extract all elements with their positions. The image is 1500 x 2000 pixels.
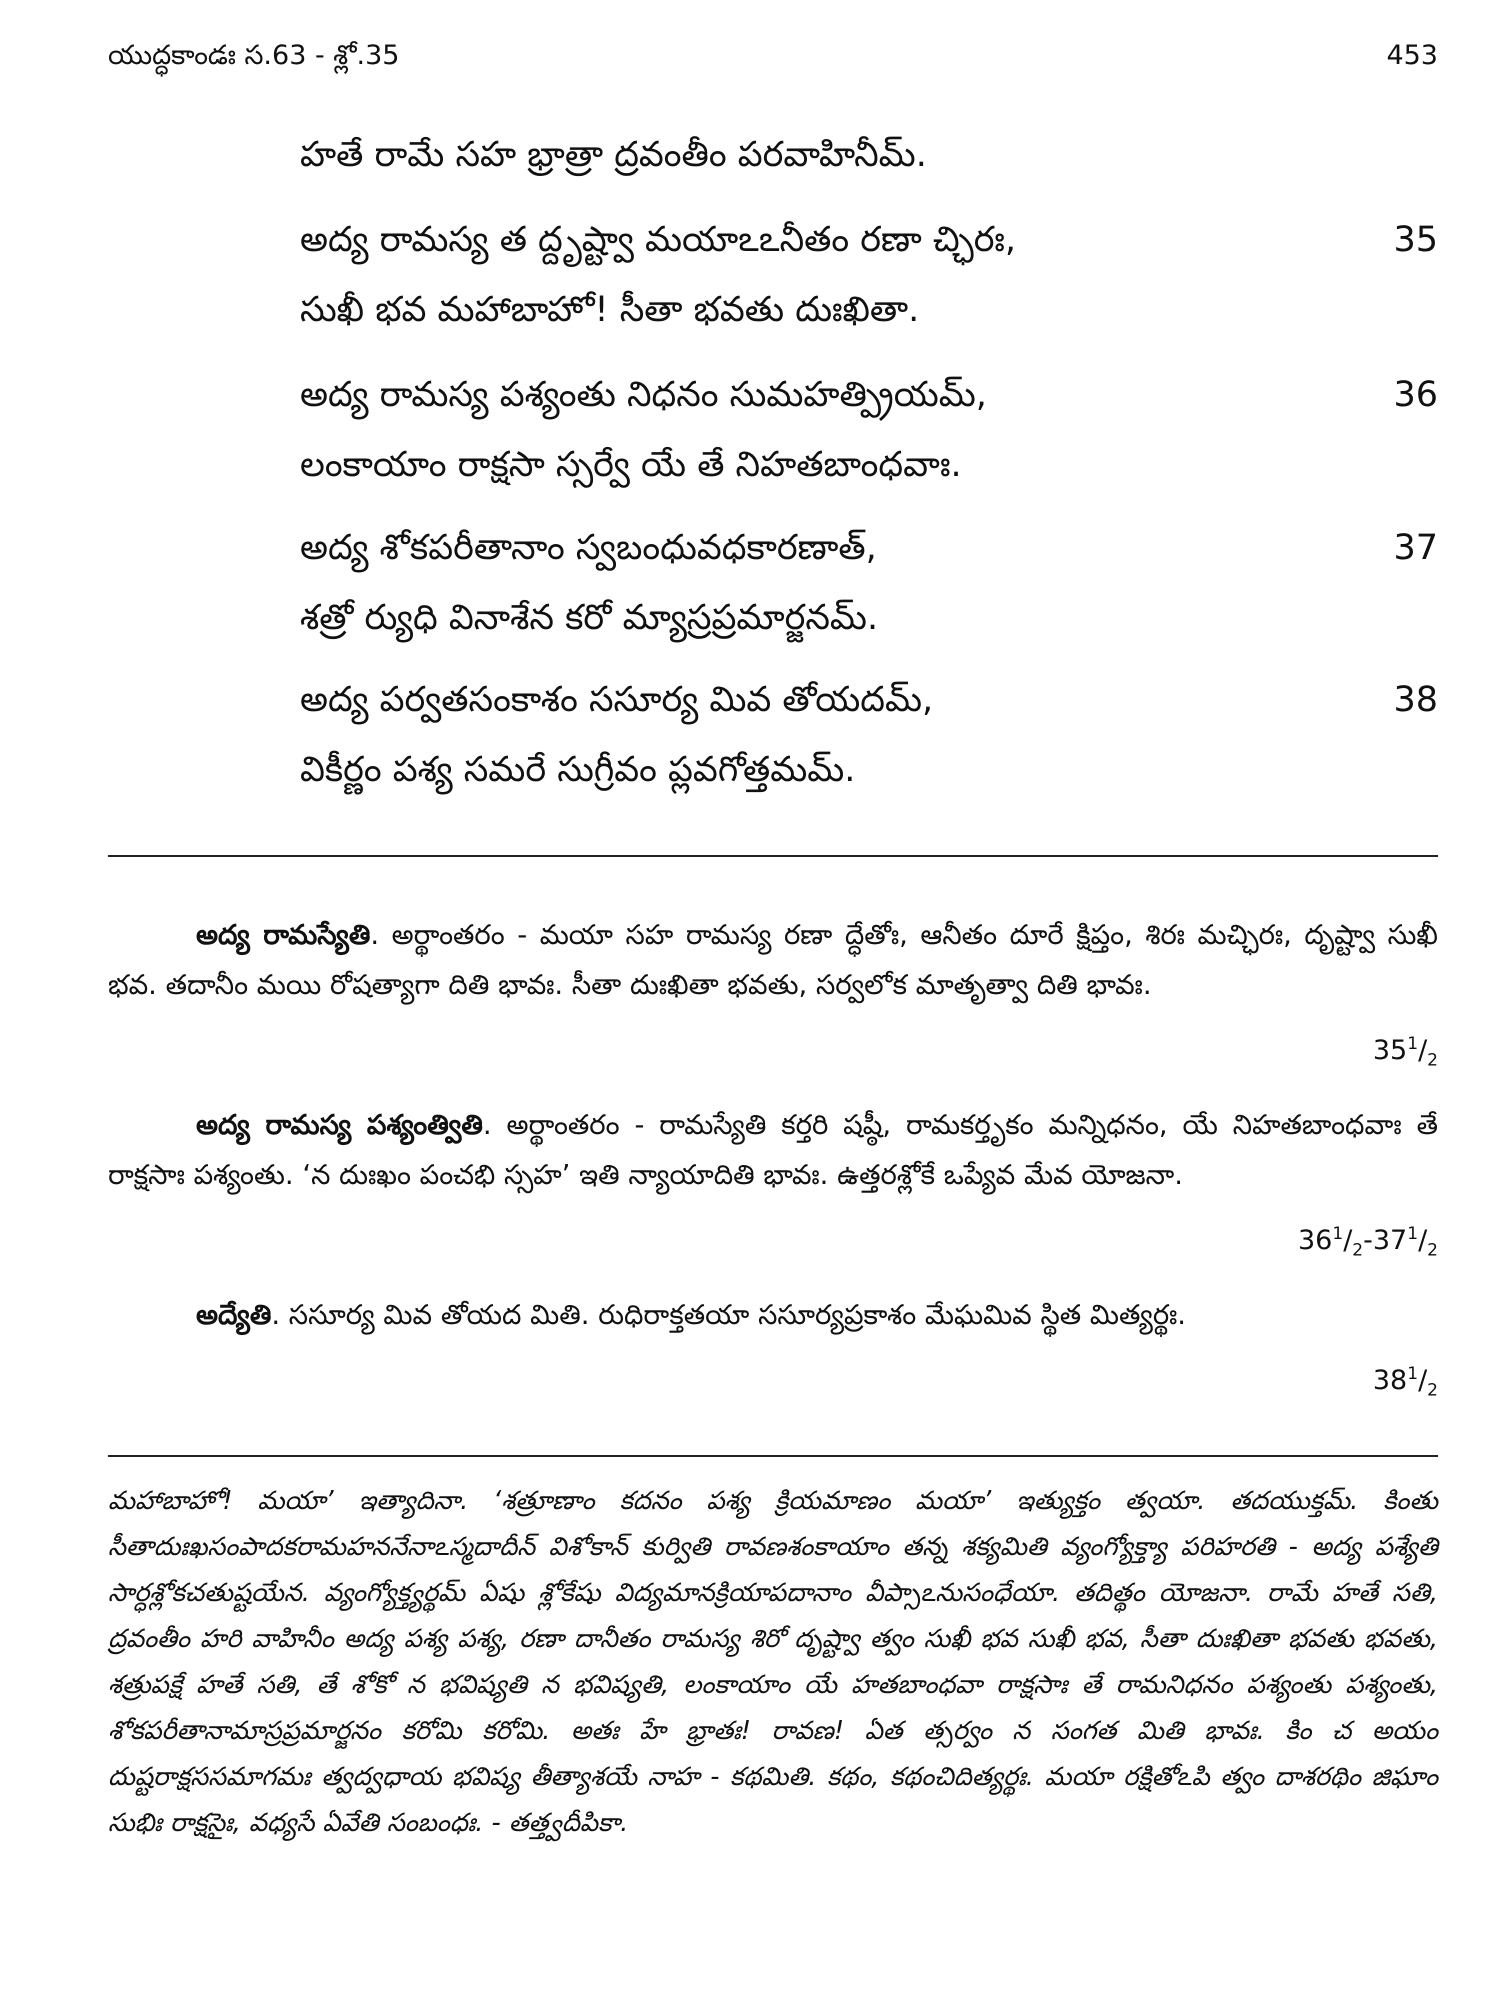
- verse-number-38: 38: [1393, 680, 1438, 720]
- verse-number-36: 36: [1393, 375, 1438, 415]
- commentary-36-37: [108, 1100, 1438, 1200]
- running-head: యుద్ధకాండః స.63 - శ్లో.35: [108, 40, 400, 71]
- commentary-35: [108, 910, 1438, 1010]
- commentary-35-ref: $35^1/_2$: [1372, 1034, 1438, 1071]
- verse-37-line-2: శత్రో ర్యుధి వినాశేన కరో మ్యాస్రప్రమార్జనమ్.: [300, 598, 879, 638]
- verse-number-35: 35: [1393, 220, 1438, 260]
- commentary-36-37-ref: $36^1/_2-37^1/_2$: [1298, 1224, 1438, 1261]
- commentary-38: [108, 1290, 1438, 1340]
- verse-36-line-1: అద్య రామస్య పశ్యంతు నిధనం సుమహత్ప్రియమ్,: [300, 375, 987, 415]
- verse-36-line-2: లంకాయాం రాక్షసా స్సర్వే యే తే నిహతబాంధవాః.: [300, 445, 962, 485]
- section-divider-bottom: [108, 1455, 1438, 1457]
- commentary-38-ref: $38^1/_2$: [1372, 1364, 1438, 1401]
- verse-34b-line-1: హతే రామే సహ భ్రాత్రా ద్రవంతీం పరవాహినీమ్.: [300, 135, 927, 175]
- verse-number-37: 37: [1393, 528, 1438, 568]
- page-number: 453: [1386, 40, 1438, 71]
- footnote-tattvadipika: మహాబాహో! మయా’ ఇత్యాదినా. ‘శత్రూణాం కదనం పశ్య క్రియమాణం మయా’ ఇత్యుక్తం త్వయా. తదయుక్తమ్. కింతు సీతాదుఃఖసంపాదకరామహననేనాఽస్మదాదీన్ విశోకాన్ కుర్వితి రావణశంకాయాం తన్న శక్యమితి వ్యంగ్యోక్త్యా పరిహరతి - అద్య పశ్యేతి సార్ధశ్లోకచతుష్టయేన. వ్యంగ్యోక్త్యర్థమ్ ఏషు శ్లోకేషు విద్యమానక్రియాపదానాం వీప్సాఽనుసంధేయా. తదిత్థం యోజనా. రామే హతే సతి, ద్రవంతీం హరి వాహినీం అద్య పశ్య పశ్య, రణా దానీతం రామస్య శిరో దృష్ట్వా త్వం సుఖీ భవ సుఖీ భవ, సీతా దుఃఖితా భవతు భవతు, శత్రుపక్షే హతే సతి, తే శోకో న భవిష్యతి న భవిష్యతి, లంకాయాం యే హతబాంధవా రాక్షసాః తే రామనిధనం పశ్యంతు పశ్యంతు, శోకపరీతానామాస్రప్రమార్జనం కరోమి కరోమి. అతః హే భ్రాతః! రావణ! ఏత త్సర్వం న సంగత మితి భావః. కిం చ అయం దుష్టరాక్షససమాగమః త్వద్వధాయ భవిష్య తీత్యాశయే నాహ - కథమితి. కథం, కథంచిదిత్యర్థః. మయా రక్షితోఽపి త్వం దాశరథిం జిఘాం సుభిః రాక్షసైః, వధ్యసే ఏవేతి సంబంధః. - తత్త్వదీపికా.: [108, 1486, 1438, 1838]
- verse-37-line-1: అద్య శోకపరీతానాం స్వబంధువధకారణాత్,: [300, 528, 877, 568]
- section-divider-top: [108, 855, 1438, 857]
- verse-35-line-1: అద్య రామస్య త ద్దృష్ట్వా మయాఽఽనీతం రణా చ్ఛిరః,: [300, 220, 1016, 260]
- commentary-38-text: . ససూర్య మివ తోయద మితి. రుధిరాక్తతయా ససూర్యప్రకాశం మేఘమివ స్థిత మిత్యర్థః.: [271, 1299, 1187, 1331]
- commentary-38-lead: అద్యేతి: [196, 1299, 272, 1331]
- verse-38-line-1: అద్య పర్వతసంకాశం ససూర్య మివ తోయదమ్,: [300, 680, 934, 720]
- verse-35-line-2: సుఖీ భవ మహాబాహో! సీతా భవతు దుఃఖితా.: [300, 290, 920, 330]
- commentary-36-lead: అద్య రామస్య పశ్యంత్వితి: [196, 1109, 483, 1141]
- commentary-35-text: . అర్థాంతరం - మయా సహ రామస్య రణా ద్ధేతోః, ఆనీతం దూరే క్షిప్తం, శిరః మచ్ఛిరః, దృష్ట్వా సుఖీ భవ. తదానీం మయి రోషత్యాగా దితి భావః. సీతా దుఃఖితా భవతు, సర్వలోక మాతృత్వా దితి భావః.: [108, 919, 1438, 1001]
- commentary-36-text: . అర్థాంతరం - రామస్యేతి కర్తరి షష్ఠీ, రామకర్తృకం మన్నిధనం, యే నిహతబాంధవాః తే రాక్షసాః పశ్యంతు. ‘న దుఃఖం పంచభి స్సహ’ ఇతి న్యాయాదితి భావః. ఉత్తరశ్లోకే ఒప్యేవ మేవ యోజనా.: [108, 1109, 1438, 1191]
- commentary-35-lead: అద్య రామస్యేతి: [196, 919, 371, 951]
- verse-38-line-2: వికీర్ణం పశ్య సమరే సుగ్రీవం ప్లవగోత్తమమ్.: [300, 750, 856, 790]
